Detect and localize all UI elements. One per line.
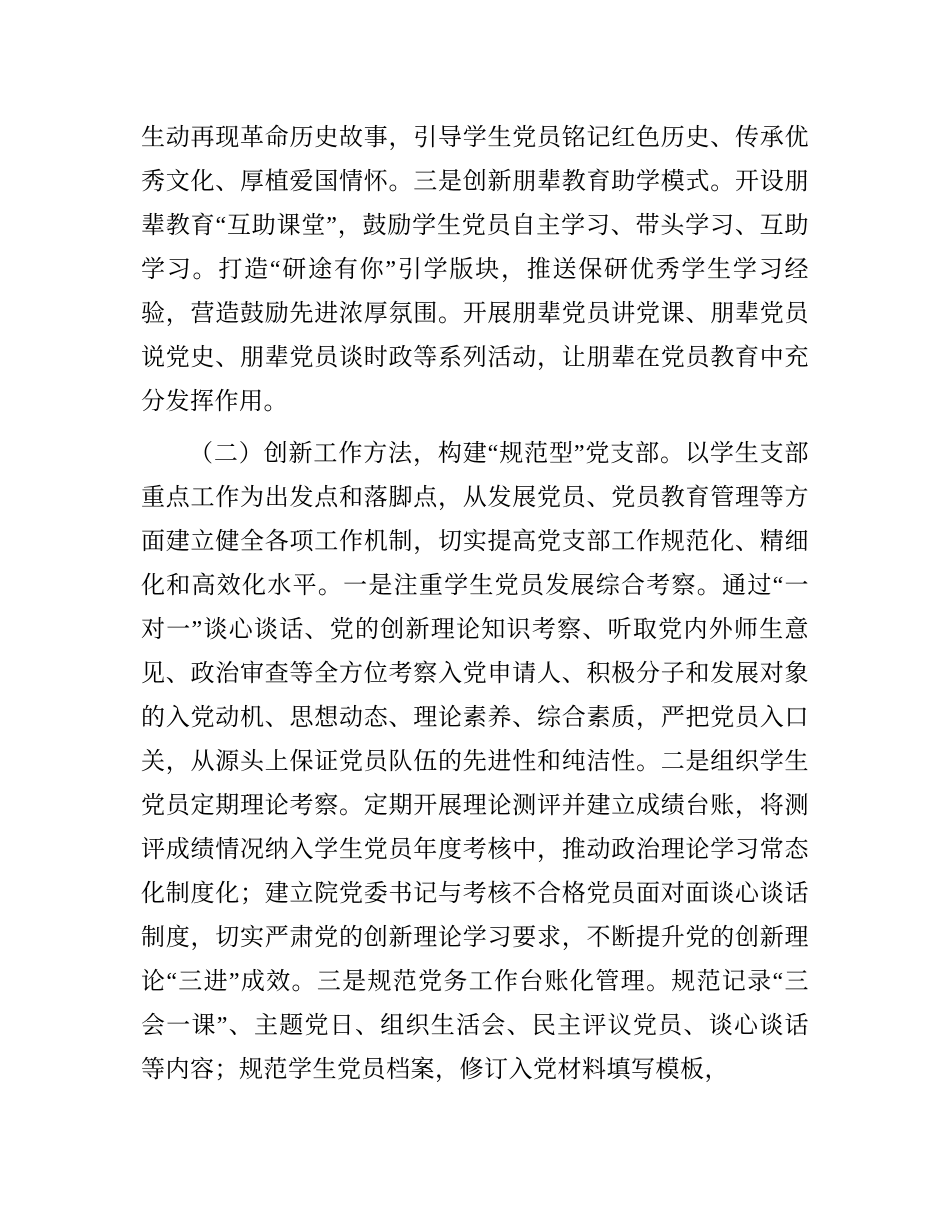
paragraph-section-2: （二）创新工作方法，构建“规范型”党支部。以学生支部重点工作为出发点和落脚点，从发展党员、党员教育管理等方面建立健全各项工作机制，切实提高党支部工作规范化、精细化和高效化水平。一是注重学生党员发展综合考察。通过“一对一”谈心谈话、党的创新理论知识考察、听取党内外师生意见、政治审查等全方位考察入党申请人、积极分子和发展对象的入党动机、思想动态、理论素养、综合素质，严把党员入口关，从源头上保证党员队伍的先进性和纯洁性。二是组织学生党员定期理论考察。定期开展理论测评并建立成绩台账，将测评成绩情况纳入学生党员年度考核中，推动政治理论学习常态化制度化；建立院党委书记与考核不合格党员面对面谈心谈话制度，切实严肃党的创新理论学习要求，不断提升党的创新理论“三进”成效。三是规范党务工作台账化管理。规范记录“三会一课”、主题党日、组织生活会、民主评议党员、谈心谈话等内容；规范学生党员档案，修订入党材料填写模板， [141,441,809,1083]
paragraph-continuation: 生动再现革命历史故事，引导学生党员铭记红色历史、传承优秀文化、厚植爱国情怀。三是创新朋辈教育助学模式。开设朋辈教育“互助课堂”，鼓励学生党员自主学习、带头学习、互助学习。打造“研途有你”引学版块，推送保研优秀学生学习经验，营造鼓励先进浓厚氛围。开展朋辈党员讲党课、朋辈党员说党史、朋辈党员谈时政等系列活动，让朋辈在党员教育中充分发挥作用。 [141,125,809,415]
document-text-body [141,116,809,1092]
